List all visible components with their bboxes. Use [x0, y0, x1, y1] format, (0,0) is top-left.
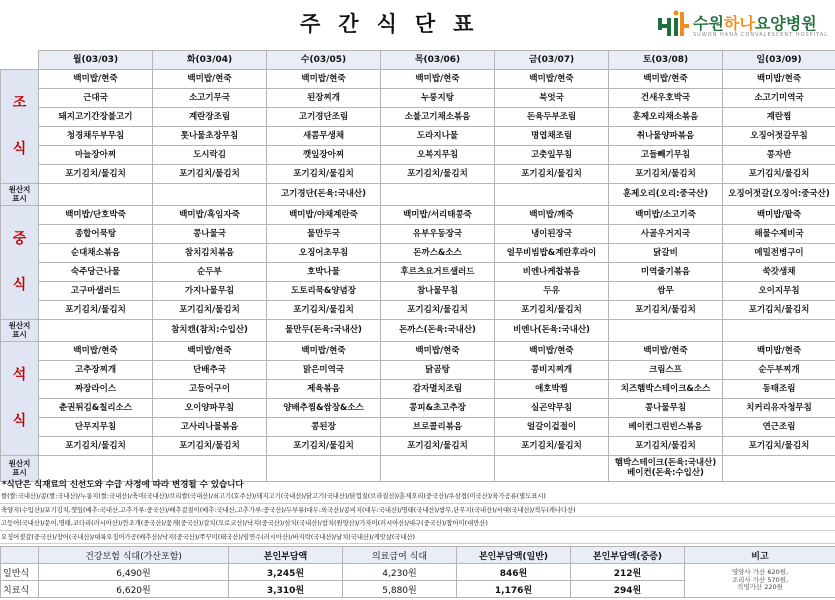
menu-cell: 포기김치/물김치 — [267, 165, 381, 184]
day-header: 금(03/07) — [495, 51, 609, 70]
page-title: 주간식단표 — [300, 12, 492, 36]
cost-cell: 294원 — [571, 581, 685, 598]
origin-cell — [39, 320, 153, 342]
origin-cell: 비엔나(돈육:국내산) — [495, 320, 609, 342]
origin-cell: 고기경단(돈육:국내산) — [267, 184, 381, 206]
origin-cell: 훈제오리(오리:중국산) — [609, 184, 723, 206]
menu-cell: 마늘장아찌 — [39, 146, 153, 165]
menu-cell: 가지나물무침 — [153, 282, 267, 301]
origin-cell: 돈까스(돈육:국내산) — [381, 320, 495, 342]
menu-cell: 돼지고기간장불고기 — [39, 108, 153, 127]
cost-header-row — [1, 547, 835, 564]
menu-cell: 콩피&초고추장 — [381, 399, 495, 418]
menu-row — [1, 361, 835, 380]
origin-line: 베이컨(돈육:수입산) — [627, 467, 704, 478]
menu-cell: 포기김치/물김치 — [267, 301, 381, 320]
meal-label-char: 조 — [12, 94, 27, 111]
menu-cell: 크림스프 — [609, 361, 723, 380]
day-header: 월(03/03) — [39, 51, 153, 70]
origin-label — [1, 184, 39, 206]
weekly-menu-table — [0, 50, 835, 482]
menu-cell: 유부우동장국 — [381, 225, 495, 244]
breakfast-label — [1, 70, 39, 184]
menu-cell: 백미밥/현죽 — [39, 70, 153, 89]
origin-label-line: 원산지 — [8, 458, 31, 468]
origin-label-line: 원산지 — [8, 184, 31, 194]
menu-cell: 톳나물초장무침 — [153, 127, 267, 146]
origin-cell — [267, 456, 381, 482]
menu-cell: 물만두국 — [267, 225, 381, 244]
meal-label-char: 식 — [12, 276, 27, 293]
menu-cell: 순대채소볶음 — [39, 244, 153, 263]
meal-label-char: 석 — [12, 366, 27, 383]
cost-row-label: 치료식 — [1, 581, 39, 598]
menu-cell: 건새우호박국 — [609, 89, 723, 108]
cost-cell: 6,620원 — [39, 581, 229, 598]
menu-cell: 돈육두부조림 — [495, 108, 609, 127]
menu-cell: 포기김치/물김치 — [495, 165, 609, 184]
menu-cell: 백미밥/팥죽 — [723, 206, 835, 225]
menu-cell: 고추장찌개 — [39, 361, 153, 380]
hospital-logo-subtitle: SUWON HANA CONVALESCENT HOSPITAL — [693, 32, 829, 38]
menu-cell: 백미밥/서리태콩죽 — [381, 206, 495, 225]
menu-cell: 소고기미역국 — [723, 89, 835, 108]
origin-line: 햄박스테이크(돈육:국내산) — [614, 457, 717, 468]
origin-label — [1, 320, 39, 342]
menu-cell: 포기김치/물김치 — [267, 437, 381, 456]
menu-cell: 포기김치/물김치 — [723, 437, 835, 456]
menu-cell: 해물수제비국 — [723, 225, 835, 244]
menu-cell: 순두부 — [153, 263, 267, 282]
menu-cell: 제육볶음 — [267, 380, 381, 399]
cost-header — [1, 547, 39, 564]
cost-cell: 212원 — [571, 564, 685, 581]
menu-cell: 얼무비빔밥&계란후라이 — [495, 244, 609, 263]
menu-cell: 쌈무 — [609, 282, 723, 301]
menu-cell: 콩된장 — [267, 418, 381, 437]
cost-cell: 5,880원 — [343, 581, 457, 598]
menu-cell: 백미밥/단호박죽 — [39, 206, 153, 225]
menu-cell: 백미밥/흑임자죽 — [153, 206, 267, 225]
menu-cell: 고들빼기무침 — [609, 146, 723, 165]
menu-cell: 백미밥/야채계란죽 — [267, 206, 381, 225]
menu-cell: 오이양파무침 — [153, 399, 267, 418]
origin-list-line: 쌀(쌀:국내산)/콩(쌀:국내산)/누룽지(쌀:국내산)/축미(국내산)/브리쌀(국내산)/쇠고기(호주산)/돼지고기(국내산)/닭고기(국내산)/닭껍질(브라질산)/훈제오리(중국산)/우삼겹(미국산)/육가공류(별도표시) — [0, 490, 835, 504]
menu-cell: 포기김치/물김치 — [609, 301, 723, 320]
menu-cell: 닭곰탕 — [381, 361, 495, 380]
menu-cell: 근대국 — [39, 89, 153, 108]
menu-cell: 포기김치/물김치 — [39, 165, 153, 184]
menu-cell: 얼갈이겉절이 — [495, 418, 609, 437]
page-header — [0, 0, 835, 46]
menu-row — [1, 165, 835, 184]
cost-note-line: 조리사 가산 570원, — [731, 575, 789, 584]
menu-row — [1, 418, 835, 437]
origin-cell — [723, 456, 835, 482]
menu-cell: 백미밥/현죽 — [381, 70, 495, 89]
menu-cell: 명엽채조림 — [495, 127, 609, 146]
cost-cell: 3,310원 — [229, 581, 343, 598]
lunch-section — [1, 206, 835, 342]
menu-row — [1, 244, 835, 263]
menu-cell: 미역줄기볶음 — [609, 263, 723, 282]
menu-row — [1, 282, 835, 301]
menu-cell: 콩나물국 — [153, 225, 267, 244]
cost-cell: 3,245원 — [229, 564, 343, 581]
menu-cell: 참나물무침 — [381, 282, 495, 301]
logo-name-orange: 하나 — [723, 14, 755, 33]
menu-row — [1, 127, 835, 146]
menu-cell: 춘권튀김&칠리소스 — [39, 399, 153, 418]
breakfast-origin-row — [1, 184, 835, 206]
menu-cell: 비엔나케찹볶음 — [495, 263, 609, 282]
menu-row — [1, 437, 835, 456]
menu-cell: 누룽지탕 — [381, 89, 495, 108]
cost-row — [1, 564, 835, 581]
menu-cell: 취나물양파볶음 — [609, 127, 723, 146]
menu-cell: 두유 — [495, 282, 609, 301]
menu-cell: 백미밥/현죽 — [609, 342, 723, 361]
origin-list-line: 축양지(수입산)/포기김치,깻잎(배추:국내산,고추가루:중국산)/배추겉절이(배추:국내산,고추가루:중국산)/두부류(대두:외국산)/콩비지(대두:국내산)/명태(국내산)/쌈무,단무지(국내산)/서대(국내산)/적두(캐나다산) — [0, 504, 835, 518]
hospital-logo-name — [693, 11, 817, 34]
menu-cell: 실곤약무침 — [495, 399, 609, 418]
menu-cell: 백미밥/현죽 — [723, 70, 835, 89]
origin-list — [0, 490, 835, 544]
menu-cell: 백미밥/현죽 — [495, 70, 609, 89]
logo-name-green: 수원 — [693, 14, 724, 33]
day-header: 목(03/06) — [381, 51, 495, 70]
menu-row — [1, 301, 835, 320]
menu-cell: 콩비지찌개 — [495, 361, 609, 380]
origin-label-line: 표시 — [12, 329, 27, 339]
menu-cell: 계란찜 — [723, 108, 835, 127]
menu-cell: 메밀전병구이 — [723, 244, 835, 263]
cost-cell: 846원 — [457, 564, 571, 581]
menu-cell: 포기김치/물김치 — [381, 165, 495, 184]
menu-cell: 백미밥/깨죽 — [495, 206, 609, 225]
menu-cell: 연근조림 — [723, 418, 835, 437]
cost-header: 의료급여 식대 — [343, 547, 457, 564]
cost-header: 비고 — [685, 547, 835, 564]
menu-cell: 포기김치/물김치 — [495, 301, 609, 320]
origin-label-line: 표시 — [12, 467, 27, 477]
lunch-label — [1, 206, 39, 320]
menu-cell: 소불고기채소볶음 — [381, 108, 495, 127]
menu-cell: 백미밥/현죽 — [267, 70, 381, 89]
menu-cell: 된장찌개 — [267, 89, 381, 108]
menu-cell: 포기김치/물김치 — [153, 165, 267, 184]
menu-cell: 감자멸치조림 — [381, 380, 495, 399]
menu-cell: 동태조림 — [723, 380, 835, 399]
cost-header: 건강보험 식대(가산포함) — [39, 547, 229, 564]
menu-cell: 쑥갓생채 — [723, 263, 835, 282]
cost-note-line: 영양사 가산 620원, — [731, 568, 789, 577]
cost-cell: 1,176원 — [457, 581, 571, 598]
meal-label-char: 식 — [12, 140, 27, 157]
menu-cell: 포기김치/물김치 — [381, 437, 495, 456]
menu-cell: 콩자반 — [723, 146, 835, 165]
origin-cell — [495, 184, 609, 206]
menu-cell: 포기김치/물김치 — [609, 165, 723, 184]
menu-cell: 포기김치/물김치 — [723, 165, 835, 184]
origin-label-line: 원산지 — [8, 320, 31, 330]
menu-cell: 백미밥/소고기죽 — [609, 206, 723, 225]
origin-cell — [39, 184, 153, 206]
day-header: 화(03/04) — [153, 51, 267, 70]
origin-cell: 물만두(돈육:국내산) — [267, 320, 381, 342]
cost-header: 본인부담액(중증) — [571, 547, 685, 564]
menu-row — [1, 70, 835, 89]
cost-cell: 4,230원 — [343, 564, 457, 581]
menu-cell: 오복지무침 — [381, 146, 495, 165]
menu-cell: 오징어젓갈무침 — [723, 127, 835, 146]
cost-header: 본인부담액 — [229, 547, 343, 564]
menu-cell: 포기김치/물김치 — [39, 301, 153, 320]
menu-cell: 백미밥/현죽 — [153, 70, 267, 89]
menu-cell: 새콤무생채 — [267, 127, 381, 146]
menu-cell: 숙주당근나물 — [39, 263, 153, 282]
menu-cell: 북엇국 — [495, 89, 609, 108]
menu-cell: 고사리나물볶음 — [153, 418, 267, 437]
menu-cell: 포기김치/물김치 — [153, 301, 267, 320]
menu-cell: 도토리묵&양념장 — [267, 282, 381, 301]
hospital-logo-mark-icon — [655, 8, 691, 42]
menu-cell: 포기김치/물김치 — [609, 437, 723, 456]
menu-cell: 호박나물 — [267, 263, 381, 282]
menu-row — [1, 263, 835, 282]
meal-label-char: 식 — [12, 412, 27, 429]
menu-cell: 고등어구이 — [153, 380, 267, 399]
menu-cell: 콩나물무침 — [609, 399, 723, 418]
menu-cell: 참치김치볶음 — [153, 244, 267, 263]
origin-cell — [609, 320, 723, 342]
menu-cell: 백미밥/현죽 — [39, 342, 153, 361]
origin-cell — [153, 184, 267, 206]
cost-cell: 6,490원 — [39, 564, 229, 581]
dinner-section — [1, 342, 835, 482]
menu-cell: 포기김치/물김치 — [39, 437, 153, 456]
menu-cell: 애호박찜 — [495, 380, 609, 399]
menu-cell: 포기김치/물김치 — [381, 301, 495, 320]
menu-row — [1, 89, 835, 108]
origin-cell — [495, 456, 609, 482]
menu-cell: 도시락김 — [153, 146, 267, 165]
menu-cell: 고기경단조림 — [267, 108, 381, 127]
meal-cost-table — [0, 546, 835, 598]
menu-cell: 베이컨그린빈스볶음 — [609, 418, 723, 437]
hospital-logo — [655, 8, 833, 44]
menu-cell: 소고기무국 — [153, 89, 267, 108]
menu-cell: 포기김치/물김치 — [153, 437, 267, 456]
menu-row — [1, 225, 835, 244]
meal-label-char: 중 — [12, 230, 27, 247]
menu-cell: 백미밥/현죽 — [267, 342, 381, 361]
cost-note-line: 직영가산 220원 — [737, 583, 783, 592]
menu-row — [1, 380, 835, 399]
menu-cell: 청경채두부무침 — [39, 127, 153, 146]
menu-cell: 오이지무침 — [723, 282, 835, 301]
breakfast-section — [1, 70, 835, 206]
origin-cell — [381, 456, 495, 482]
menu-cell: 순두부찌개 — [723, 361, 835, 380]
origin-list-line: 오징어젓갈(중국산)/장어(국내산)/대륙오징어가공(배추산)/낙지(중국산)/쭈꾸미(태국산)/임연수(러시아산)/바지락(국내산)/날치(국내산)/게맛살(국내산) — [0, 531, 835, 545]
menu-row — [1, 146, 835, 165]
menu-cell: 치즈햄박스테이크&소스 — [609, 380, 723, 399]
menu-row — [1, 342, 835, 361]
cost-row-label: 일반식 — [1, 564, 39, 581]
menu-cell: 후르츠요거트샐러드 — [381, 263, 495, 282]
day-header: 수(03/05) — [267, 51, 381, 70]
menu-cell: 치커리유자청무침 — [723, 399, 835, 418]
origin-cell — [609, 456, 723, 482]
menu-cell: 냉이된장국 — [495, 225, 609, 244]
menu-row — [1, 399, 835, 418]
menu-cell: 맑은미역국 — [267, 361, 381, 380]
menu-cell: 양배추찜&쌈장&소스 — [267, 399, 381, 418]
header-corner — [1, 51, 39, 70]
menu-cell: 백미밥/현죽 — [495, 342, 609, 361]
menu-cell: 계란장조림 — [153, 108, 267, 127]
menu-cell: 깻잎장아찌 — [267, 146, 381, 165]
menu-cell: 오징어초무침 — [267, 244, 381, 263]
menu-cell: 닭갈비 — [609, 244, 723, 263]
origin-cell — [381, 184, 495, 206]
menu-cell: 훈제오리채소볶음 — [609, 108, 723, 127]
menu-cell: 고춧잎무침 — [495, 146, 609, 165]
origin-label-line: 표시 — [12, 193, 27, 203]
menu-cell: 도라지나물 — [381, 127, 495, 146]
day-header: 일(03/09) — [723, 51, 835, 70]
menu-cell: 짜장라이스 — [39, 380, 153, 399]
menu-cell: 포기김치/물김치 — [495, 437, 609, 456]
origin-cell — [723, 320, 835, 342]
menu-cell: 종합어묵탕 — [39, 225, 153, 244]
menu-cell: 백미밥/현죽 — [609, 70, 723, 89]
menu-change-notice: *식단은 식재료의 신선도와 수급 사정에 따라 변경될 수 있습니다 — [2, 480, 244, 490]
lunch-origin-row — [1, 320, 835, 342]
menu-cell: 단무지무침 — [39, 418, 153, 437]
menu-row — [1, 206, 835, 225]
day-header-row — [1, 51, 835, 70]
menu-cell: 백미밥/현죽 — [723, 342, 835, 361]
menu-cell: 브로콜리볶음 — [381, 418, 495, 437]
origin-cell: 참치캔(참치:수입산) — [153, 320, 267, 342]
menu-cell: 고구마샐러드 — [39, 282, 153, 301]
menu-cell: 백미밥/현죽 — [381, 342, 495, 361]
menu-cell: 돈까스&소스 — [381, 244, 495, 263]
menu-cell: 백미밥/현죽 — [153, 342, 267, 361]
cost-header: 본인부담액(일반) — [457, 547, 571, 564]
origin-cell: 오징어젓갈(오징어:중국산) — [723, 184, 835, 206]
menu-cell: 포기김치/물김치 — [723, 301, 835, 320]
menu-row — [1, 108, 835, 127]
cost-note — [685, 564, 835, 598]
origin-list-line: 고등어(국내산)/문어,명태,코다리(러시아산)/깐조개(중국산)/꽃게(중국산)/갈치(모로코산)/낙지(중국산)/삼치(국내산)/참치(원양산)/가자미(러시아산)/대구(중국산)/찹어미(대만산) — [0, 517, 835, 531]
dinner-label — [1, 342, 39, 456]
logo-name-tail: 요양병원 — [754, 14, 817, 33]
day-header: 토(03/08) — [609, 51, 723, 70]
menu-cell: 사골우거지국 — [609, 225, 723, 244]
menu-cell: 단배추국 — [153, 361, 267, 380]
